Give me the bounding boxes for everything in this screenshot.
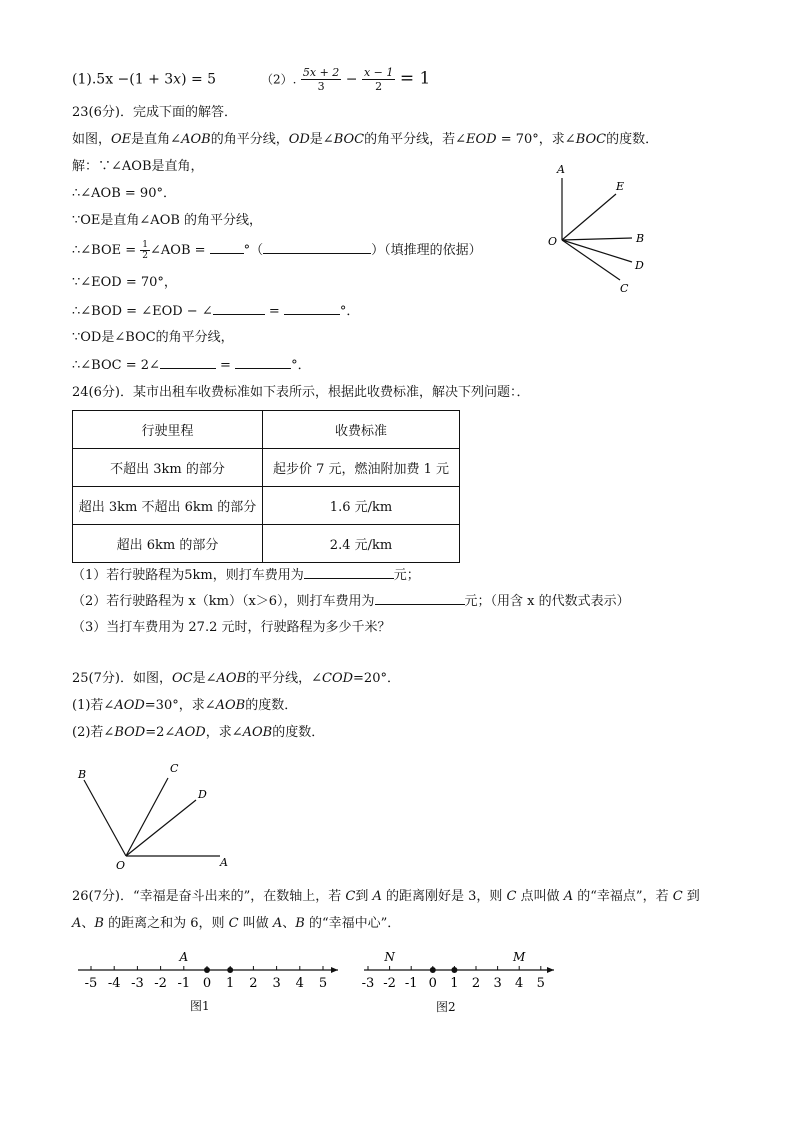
q22-eq1: (1).5x −(1 + 3x) = 5 bbox=[72, 71, 217, 88]
label-e: E bbox=[616, 180, 625, 193]
fig2-caption: 图2 bbox=[436, 1000, 456, 1014]
answer-blank[interactable] bbox=[210, 241, 244, 254]
label-d: D bbox=[198, 788, 207, 801]
label-o: O bbox=[116, 859, 126, 872]
number-line-fig1 bbox=[72, 944, 342, 994]
table-cell: 不超出 3km 的部分 bbox=[73, 449, 263, 487]
point-dot bbox=[227, 967, 233, 973]
tick-label: 3 bbox=[493, 976, 502, 991]
answer-blank[interactable] bbox=[235, 356, 291, 369]
q23-step6: ∴∠BOD = ∠EOD − ∠ = °． bbox=[72, 304, 360, 319]
tick-label: -4 bbox=[107, 976, 121, 991]
q22-rhs: = 1 bbox=[399, 68, 431, 89]
arrow-head bbox=[331, 967, 338, 973]
table-cell: 超出 6km 的部分 bbox=[73, 525, 263, 563]
tick-label: 4 bbox=[515, 976, 524, 991]
q22-eq2-label: （2）. bbox=[260, 72, 297, 87]
tick-label: 4 bbox=[295, 976, 304, 991]
half-fraction: $\frac{1}{2}$ bbox=[142, 240, 148, 261]
q26-line2: A、B 的距离之和为 6，则 C 叫做 A、B 的“幸福中心”． bbox=[72, 916, 401, 931]
q25-angle-figure bbox=[70, 760, 250, 880]
table-cell: 超出 3km 不超出 6km 的部分 bbox=[73, 487, 263, 525]
tick-label: -5 bbox=[84, 976, 98, 991]
tick-label: -3 bbox=[131, 976, 144, 991]
label-b: B bbox=[636, 232, 645, 245]
point-m-label: M bbox=[513, 950, 526, 964]
q23-step2: ∴∠AOB = 90°． bbox=[72, 186, 176, 201]
label-b: B bbox=[78, 768, 87, 781]
q23-angle-figure bbox=[540, 158, 660, 308]
answer-blank[interactable] bbox=[375, 592, 465, 605]
ray-oc bbox=[562, 240, 620, 280]
q25-part2: (2)若∠BOD=2∠AOD，求∠AOB的度数． bbox=[72, 725, 325, 740]
arrow-head bbox=[547, 967, 554, 973]
table-cell: 1.6 元/km bbox=[263, 487, 460, 525]
fig1-caption: 图1 bbox=[190, 999, 210, 1013]
tick-label: -2 bbox=[383, 976, 396, 991]
tick-label: 1 bbox=[226, 976, 235, 991]
q23-step5: ∵∠EOD = 70°， bbox=[72, 275, 177, 290]
label-o: O bbox=[548, 235, 558, 248]
q25-header: 25(7分)．如图，OC是∠AOB的平分线，∠COD=20°． bbox=[72, 671, 400, 686]
q23-problem: 如图，OE是直角∠AOB的角平分线，OD是∠BOC的角平分线，若∠EOD = 70°，求∠BOC的度数． bbox=[72, 132, 659, 147]
tick-label: 0 bbox=[428, 976, 437, 991]
table-cell: 起步价 7 元，燃油附加费 1 元 bbox=[263, 449, 460, 487]
tick-label: -1 bbox=[177, 976, 191, 991]
tick-label: 3 bbox=[272, 976, 281, 991]
q23-step1: 解：∵∠AOB是直角， bbox=[72, 159, 204, 174]
label-c: C bbox=[170, 762, 179, 775]
q23-step3: ∵OE是直角∠AOB 的角平分线， bbox=[72, 213, 263, 228]
table-header-row bbox=[73, 411, 460, 449]
tick-label: -1 bbox=[404, 976, 418, 991]
point-dot bbox=[204, 967, 210, 973]
table-header: 收费标准 bbox=[263, 411, 460, 449]
tick-label: -3 bbox=[361, 976, 375, 991]
tick-label: 0 bbox=[202, 976, 212, 991]
ray-ob bbox=[562, 238, 632, 240]
ray-oe bbox=[562, 194, 616, 240]
q24-part1: （1）若行驶路程为5km，则打车费用为 元； bbox=[72, 568, 420, 583]
label-c: C bbox=[620, 282, 629, 295]
label-d: D bbox=[635, 259, 644, 272]
ray-od bbox=[126, 800, 196, 856]
tick-label: 1 bbox=[450, 976, 459, 991]
table-row bbox=[73, 487, 460, 525]
ray-ob bbox=[84, 780, 126, 856]
table-header: 行驶里程 bbox=[73, 411, 263, 449]
point-dot bbox=[430, 967, 436, 973]
q26-line1: 26(7分)．“幸福是奋斗出来的”，在数轴上，若 C到 A 的距离刚好是 3，则 C 点叫做 A 的“幸福点”，若 C 到 bbox=[72, 889, 700, 904]
point-n-label: N bbox=[384, 950, 395, 964]
answer-blank[interactable] bbox=[304, 566, 394, 579]
label-a: A bbox=[220, 856, 228, 869]
tick-label: 2 bbox=[471, 976, 481, 991]
point-a-label: A bbox=[179, 950, 189, 964]
tick-label: -2 bbox=[154, 976, 167, 991]
q22-frac1: $\frac{5x + 2}{3}$ bbox=[302, 66, 340, 93]
q23-step7: ∵OD是∠BOC的角平分线， bbox=[72, 330, 234, 345]
angle-blank[interactable] bbox=[160, 356, 216, 369]
q23-header: 23(6分)．完成下面的解答． bbox=[72, 105, 237, 120]
label-a: A bbox=[557, 163, 565, 176]
angle-blank[interactable] bbox=[213, 302, 265, 315]
q24-part2: （2）若行驶路程为 x（km）（x＞6），则打车费用为 元；（用含 x 的代数式表示） bbox=[72, 594, 630, 609]
table-row bbox=[73, 525, 460, 563]
q24-header: 24(6分)．某市出租车收费标准如下表所示，根据此收费标准，解决下列问题：． bbox=[72, 385, 530, 400]
point-dot bbox=[451, 967, 457, 973]
q25-part1: (1)若∠AOD=30°，求∠AOB的度数． bbox=[72, 698, 298, 713]
number-line-fig2 bbox=[358, 944, 558, 994]
fee-table bbox=[72, 410, 460, 563]
ray-od bbox=[562, 240, 632, 262]
q22-line bbox=[72, 66, 430, 93]
table-row bbox=[73, 449, 460, 487]
q23-step8: ∴∠BOC = 2∠ = °． bbox=[72, 358, 311, 373]
q24-part3: （3）当打车费用为 27.2 元时，行驶路程为多少千米？ bbox=[72, 620, 391, 635]
q23-step4: ∴∠BOE = $\frac{1}{2}$ ∠AOB = °（ ）（填推理的依据） bbox=[72, 240, 482, 261]
tick-label: 2 bbox=[249, 976, 258, 991]
q22-minus: − bbox=[345, 71, 358, 88]
answer-blank[interactable] bbox=[284, 302, 340, 315]
ray-oc bbox=[126, 778, 168, 856]
tick-label: 5 bbox=[318, 976, 328, 991]
reason-blank[interactable] bbox=[263, 241, 371, 254]
q22-frac2: $\frac{x - 1}{2}$ bbox=[363, 66, 394, 93]
table-cell: 2.4 元/km bbox=[263, 525, 460, 563]
tick-label: 5 bbox=[536, 976, 545, 991]
